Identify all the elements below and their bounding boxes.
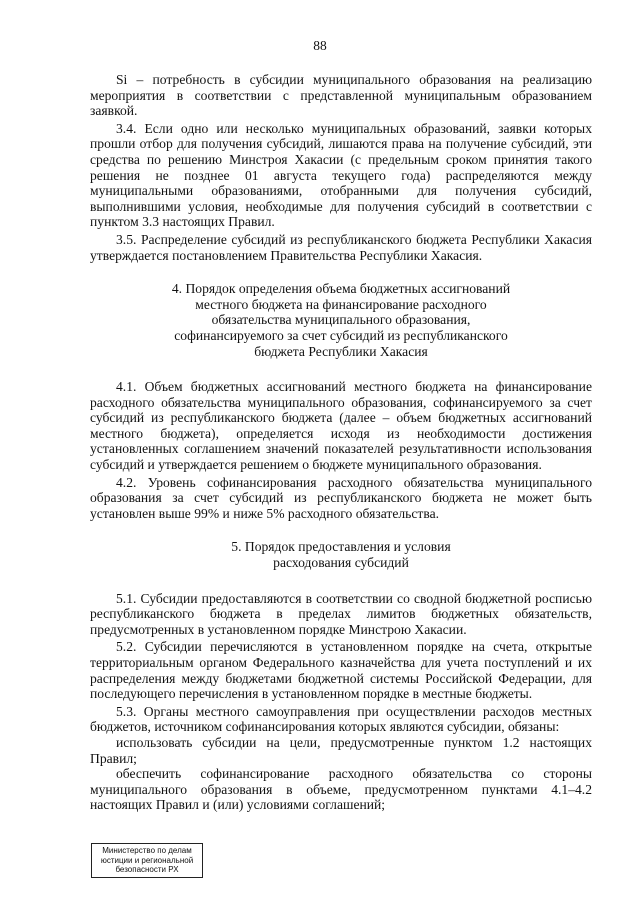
section-4-heading-line: бюджета Республики Хакасия [254,343,428,359]
section-5-heading-line: 5. Порядок предоставления и условия [231,539,451,555]
section-5-heading-line: расходования субсидий [273,555,409,571]
paragraph-4-1: 4.1. Объем бюджетных ассигнований местного бюджета на финансирование расходного обязательства муниципального образования, софинансируемого за счет субсидий из республиканского бюджета (далее – объем бюджетных ассигнований местного бюджета), определяется исходя из необходимости достижения установленных соглашением значений показателей результативности использования субсидий и утверждается решением о бюджете муниципального образования. [90,379,592,473]
paragraph-3-4: 3.4. Если одно или несколько муниципальных образований, заявки которых прошли отбор для получения субсидий, лишаются права на получение субсидий, эти средства по решению Минстроя Хакасии (с предельным сроком принятия такого решения не позднее 01 августа текущего года) распределяются между муниципальными образованиями, отобранными для получения субсидий, выполнившими условия, необходимые для получения субсидий в соответствии с пунктом 3.3 настоящих Правил. [90,120,592,230]
stamp-line: юстиции и региональной [100,855,194,865]
paragraph-5-3-item: использовать субсидии на цели, предусмотренные пунктом 1.2 настоящих Правил; [90,734,592,766]
section-4-heading-line: софинансируемого за счет субсидий из республиканского [174,327,508,343]
stamp-line: безопасности РХ [115,865,179,874]
section-4-heading [90,281,592,359]
document-body [90,72,592,813]
paragraph-5-2: 5.2. Субсидии перечисляются в установленном порядке на счета, открытые территориальным органом Федерального казначейства для учета поступлений и их распределения между бюджетами бюджетной системы Российской Федерации, для последующего перечисления в установленном порядке в местные бюджеты. [90,639,592,702]
paragraph-si-definition: Si – потребность в субсидии муниципального образования на реализацию мероприятия в соответствии с представленной муниципальным образованием заявкой. [90,72,592,119]
paragraph-4-2: 4.2. Уровень софинансирования расходного обязательства муниципального образования за счет субсидий из республиканского бюджета не может быть установлен выше 99% и ниже 5% расходного обязательства. [90,474,592,521]
ministry-stamp [91,843,203,878]
page-number: 88 [313,38,327,53]
section-4-heading-line: обязательства муниципального образования, [211,312,471,328]
paragraph-5-1: 5.1. Субсидии предоставляются в соответствии со сводной бюджетной росписью республиканского бюджета в пределах лимитов бюджетных обязательств, предусмотренных в установленном порядке Минстрою Хакасии. [90,590,592,637]
paragraph-3-5: 3.5. Распределение субсидий из республиканского бюджета Республики Хакасия утверждается постановлением Правительства Республики Хакасия. [90,231,592,263]
section-4-heading-line: местного бюджета на финансирование расходного [195,296,487,312]
paragraph-5-3-item: обеспечить софинансирование расходного обязательства со стороны муниципального образования в объеме, предусмотренном пунктами 4.1–4.2 настоящих Правил и (или) условиями соглашений; [90,766,592,813]
stamp-line: Министерство по делам [102,846,192,855]
section-5-heading [90,539,592,570]
section-4-heading-line: 4. Порядок определения объема бюджетных ассигнований [171,281,511,297]
paragraph-5-3: 5.3. Органы местного самоуправления при осуществлении расходов местных бюджетов, источником софинансирования которых являются субсидии, обязаны: [90,703,592,735]
